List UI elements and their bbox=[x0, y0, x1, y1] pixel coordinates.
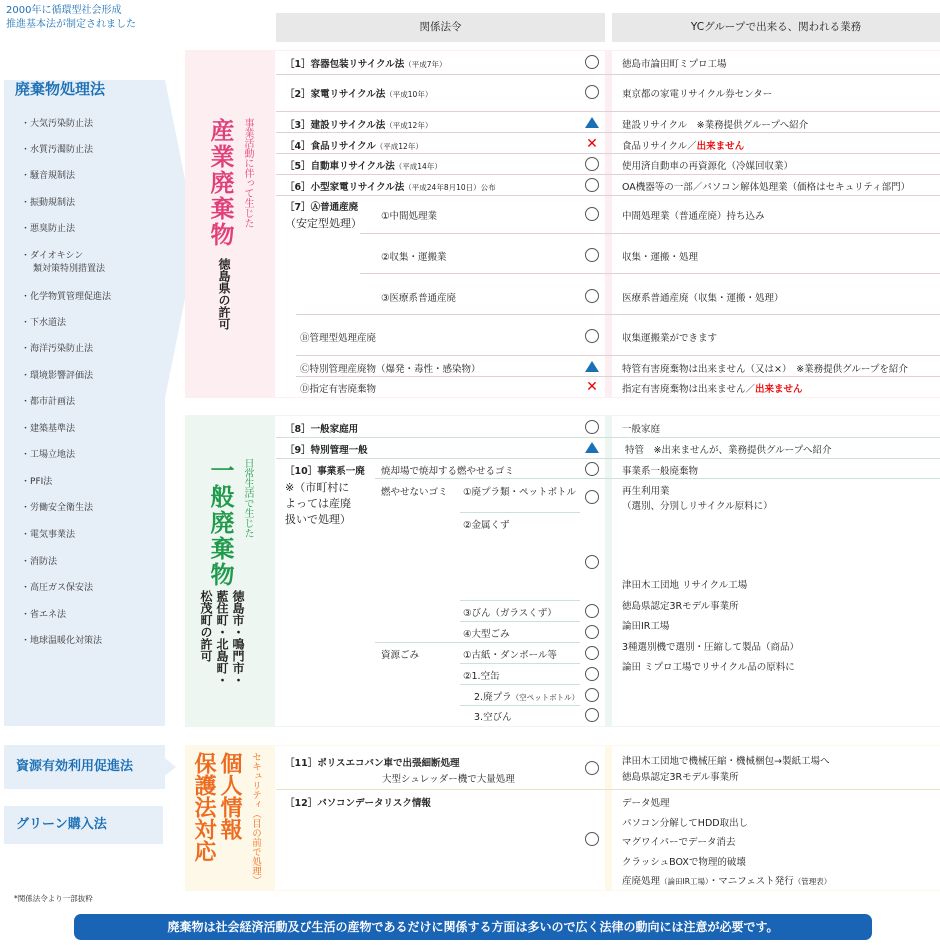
circle-icon bbox=[585, 420, 599, 434]
circle-icon bbox=[585, 604, 599, 618]
law-rd: Ⓓ指定有害廃棄物 bbox=[300, 384, 377, 395]
divider bbox=[276, 437, 940, 438]
divider bbox=[460, 512, 580, 513]
yc-r6: OA機器等の一部／パソコン解体処理業（価格はセキュリティ部門） bbox=[622, 182, 911, 193]
yc-r12: データ処理 パソコン分解してHDD取出し マグワイパーでデータ消去 クラッシュBOXで物理的破壊 産廃処理（論田IR工場）・マニフェスト発行（管理表） bbox=[622, 798, 832, 887]
law-r7b: （安定型処理） bbox=[285, 217, 362, 230]
law-r6: ［6］小型家電リサイクル法（平成24年8月10日）公布 bbox=[285, 182, 496, 193]
circle-icon bbox=[585, 646, 599, 660]
cat-general-permit: 徳島市・鳴門市・ bbox=[231, 590, 245, 686]
circle-icon bbox=[585, 207, 599, 221]
divider bbox=[276, 789, 940, 790]
law-r10-i3: ③びん（ガラスくず） bbox=[463, 608, 557, 619]
yc-r11: 津田木工団地で機械圧縮・機械梱包→製紙工場へ 徳島県認定3Rモデル事業所 bbox=[622, 756, 830, 783]
list-item: ・ダイオキシン bbox=[21, 251, 84, 261]
cross-icon: ✕ bbox=[586, 379, 598, 395]
law-r10-note: ※（市町村に よっては産廃 扱いで処理） bbox=[285, 481, 351, 526]
law-r10-nonburn: 燃やせないゴミ bbox=[381, 487, 448, 498]
circle-icon bbox=[585, 688, 599, 702]
list-item: ・海洋汚染防止法 bbox=[21, 344, 94, 354]
yc-r7-1: 中間処理業（普通産廃）持ち込み bbox=[622, 211, 765, 222]
circle-icon bbox=[585, 178, 599, 192]
law-r10-burn: 焼却場で焼却する燃やせるゴミ bbox=[381, 466, 515, 477]
law-r7-sub1: ①中間処理業 bbox=[381, 211, 438, 222]
triangle-icon bbox=[585, 361, 599, 372]
list-item: ・消防法 bbox=[21, 557, 58, 567]
divider bbox=[296, 314, 940, 315]
list-item: 類対策特別措置法 bbox=[33, 264, 106, 274]
cat-privacy-sub: セキュリティ（目の前で処理） bbox=[250, 752, 261, 885]
cat-general-title: 一般廃棄物 bbox=[206, 458, 234, 588]
yc-r9: 特管 ※出来ませんが、業務提供グループへ紹介 bbox=[625, 445, 832, 456]
header-laws: 関係法令 bbox=[276, 13, 605, 42]
circle-icon bbox=[585, 490, 599, 504]
divider bbox=[276, 458, 940, 459]
divider bbox=[296, 376, 940, 377]
divider bbox=[375, 642, 580, 643]
circle-icon bbox=[585, 55, 599, 69]
cat-industrial-permit: 徳島県の許可 bbox=[217, 258, 231, 330]
law-r5: ［5］自動車リサイクル法（平成14年） bbox=[285, 161, 442, 172]
law-rc: Ⓒ特別管理産廃物（爆発・毒性・感染物） bbox=[300, 364, 481, 375]
btn-arrow bbox=[162, 756, 176, 778]
law-r7-sub3: ③医療系普通産廃 bbox=[381, 293, 457, 304]
list-item: ・大気汚染防止法 bbox=[21, 119, 94, 129]
yc-rb: 収集運搬業ができます bbox=[622, 333, 718, 344]
list-item: ・環境影響評価法 bbox=[21, 371, 94, 381]
cat-industrial-sub: 事業活動に伴って生じた bbox=[242, 118, 253, 228]
circle-icon bbox=[585, 555, 599, 569]
divider bbox=[296, 355, 940, 356]
yc-r8: 一般家庭 bbox=[622, 424, 661, 435]
circle-icon bbox=[585, 157, 599, 171]
list-item: ・化学物質管理促進法 bbox=[21, 292, 112, 302]
cross-icon: ✕ bbox=[586, 136, 598, 152]
law-r10-j3: 2.廃プラ（空ペットボトル） bbox=[474, 692, 580, 703]
law-r2: ［2］家電リサイクル法（平成10年） bbox=[285, 89, 433, 100]
circle-icon bbox=[585, 248, 599, 262]
law-r10: ［10］事業系一廃 bbox=[285, 466, 365, 477]
law-r10-i4: ④大型ごみ bbox=[463, 629, 510, 640]
list-item: ・労働安全衛生法 bbox=[21, 503, 94, 513]
divider bbox=[276, 74, 940, 75]
divider bbox=[460, 663, 580, 664]
left-title: 廃棄物処理法 bbox=[15, 80, 106, 98]
list-item: ・都市計画法 bbox=[21, 397, 76, 407]
divider bbox=[276, 132, 940, 133]
law-r10-j2: ②1.空缶 bbox=[463, 671, 500, 682]
list-item: ・騒音規制法 bbox=[21, 171, 76, 181]
yc-r10-burn: 事業系一般廃棄物 bbox=[622, 466, 699, 477]
law-r7-sub2: ②収集・運搬業 bbox=[381, 252, 447, 263]
law-r10-j1: ①古紙・ダンボール等 bbox=[463, 650, 557, 661]
law-r11b: 大型シュレッダー機で大量処理 bbox=[382, 774, 515, 785]
law-r10-i1: ①廃プラ類・ペットボトル bbox=[463, 487, 577, 498]
list-item: ・下水道法 bbox=[21, 318, 67, 328]
law-rb: Ⓑ管理型処理産廃 bbox=[300, 333, 377, 344]
yc-r5: 使用済自動車の再資源化（冷媒回収業） bbox=[622, 161, 794, 172]
divider bbox=[460, 684, 580, 685]
top-note: 2000年に循環型社会形成 推進基本法が制定されました bbox=[6, 5, 136, 30]
list-item: ・建築基準法 bbox=[21, 424, 76, 434]
law-r10-i2: ②金属くず bbox=[463, 520, 510, 531]
divider bbox=[360, 273, 940, 274]
ind-yc-panel bbox=[612, 51, 940, 397]
yc-r10-a: 再生利用業 （選別、分別しリサイクル原料に） bbox=[622, 486, 773, 512]
list-item: ・地球温暖化対策法 bbox=[21, 636, 103, 646]
yc-r4: 食品リサイクル／出来ません bbox=[622, 141, 745, 152]
yc-rd: 指定有害廃棄物は出来ません／出来ません bbox=[622, 384, 803, 395]
list-item: ・悪臭防止法 bbox=[21, 224, 76, 234]
divider bbox=[276, 111, 940, 112]
list-item: ・高圧ガス保安法 bbox=[21, 583, 94, 593]
yc-r3: 建設リサイクル ※業務提供グループへ紹介 bbox=[622, 120, 809, 131]
triangle-icon bbox=[585, 442, 599, 453]
cat-general-permit2: 藍住町・北島町・ bbox=[215, 590, 229, 686]
header-yc: YCグループで出来る、関われる業務 bbox=[612, 13, 940, 42]
cat-general-permit3: 松茂町の許可 bbox=[199, 590, 213, 662]
circle-icon bbox=[585, 761, 599, 775]
cat-general-sub: 日常生活で生じた bbox=[242, 458, 253, 538]
law-r4: ［4］食品リサイクル（平成12年） bbox=[285, 141, 423, 152]
cat-industrial-title: 産業廃棄物 bbox=[206, 118, 234, 248]
footnote: *関係法令より一部抜粋 bbox=[14, 894, 93, 903]
yc-r10-list: 津田木工団地 リサイクル工場 徳島県認定3Rモデル事業所 論田IR工場 3種選別機で選別・圧縮して製品（商品） 論田 ミプロ工場でリサイクル品の原料に bbox=[622, 580, 800, 673]
law-r9: ［9］特別管理一般 bbox=[285, 445, 368, 456]
circle-icon bbox=[585, 289, 599, 303]
circle-icon bbox=[585, 329, 599, 343]
yc-r7-2: 収集・運搬・処理 bbox=[622, 252, 699, 263]
divider bbox=[360, 233, 940, 234]
cat-privacy-title2: 保護法対応 bbox=[191, 752, 216, 862]
divider bbox=[460, 705, 580, 706]
law-r8: ［8］一般家庭用 bbox=[285, 424, 359, 435]
yc-r1: 徳島市論田町ミプロ工場 bbox=[622, 59, 727, 70]
yc-r2: 東京都の家電リサイクル券センター bbox=[622, 89, 773, 100]
circle-icon bbox=[585, 832, 599, 846]
btn-resource-law[interactable]: 資源有効利用促進法 bbox=[4, 745, 165, 789]
law-r7: ［7］Ⓐ普通産廃 bbox=[285, 202, 359, 213]
list-item: ・電気事業法 bbox=[21, 530, 76, 540]
law-r10-j4: 3.空びん bbox=[474, 712, 512, 723]
btn-green-law[interactable]: グリーン購入法 bbox=[4, 806, 163, 844]
list-item: ・工場立地法 bbox=[21, 450, 76, 460]
divider bbox=[460, 600, 580, 601]
law-r3: ［3］建設リサイクル法（平成12年） bbox=[285, 120, 433, 131]
divider bbox=[276, 153, 940, 154]
divider bbox=[276, 174, 940, 175]
yc-r7-3: 医療系普通産廃（収集・運搬・処理） bbox=[622, 293, 784, 304]
list-item: ・振動規制法 bbox=[21, 198, 76, 208]
law-r11: ［11］ポリスエコバン車で出張細断処理 bbox=[285, 758, 460, 769]
list-item: ・水質汚濁防止法 bbox=[21, 145, 94, 155]
circle-icon bbox=[585, 625, 599, 639]
law-r1: ［1］容器包装リサイクル法（平成7年） bbox=[285, 59, 447, 70]
triangle-icon bbox=[585, 117, 599, 128]
circle-icon bbox=[585, 708, 599, 722]
circle-icon bbox=[585, 667, 599, 681]
list-item: ・省エネ法 bbox=[21, 610, 67, 620]
circle-icon bbox=[585, 462, 599, 476]
cat-privacy-title1: 個人情報 bbox=[217, 752, 242, 840]
circle-icon bbox=[585, 85, 599, 99]
law-r12: ［12］パソコンデータリスク情報 bbox=[285, 798, 431, 809]
list-item: ・PFI法 bbox=[21, 477, 53, 487]
divider bbox=[276, 195, 940, 196]
bottom-banner: 廃棄物は社会経済活動及び生活の産物であるだけに関係する方面は多いので広く法律の動向には注意が必要です。 bbox=[74, 914, 872, 940]
divider bbox=[375, 478, 940, 479]
divider bbox=[460, 621, 580, 622]
yc-rc: 特管有害廃棄物は出来ません（又は×） ※業務提供グループを紹介 bbox=[622, 364, 908, 375]
law-r10-res: 資源ごみ bbox=[381, 650, 420, 661]
